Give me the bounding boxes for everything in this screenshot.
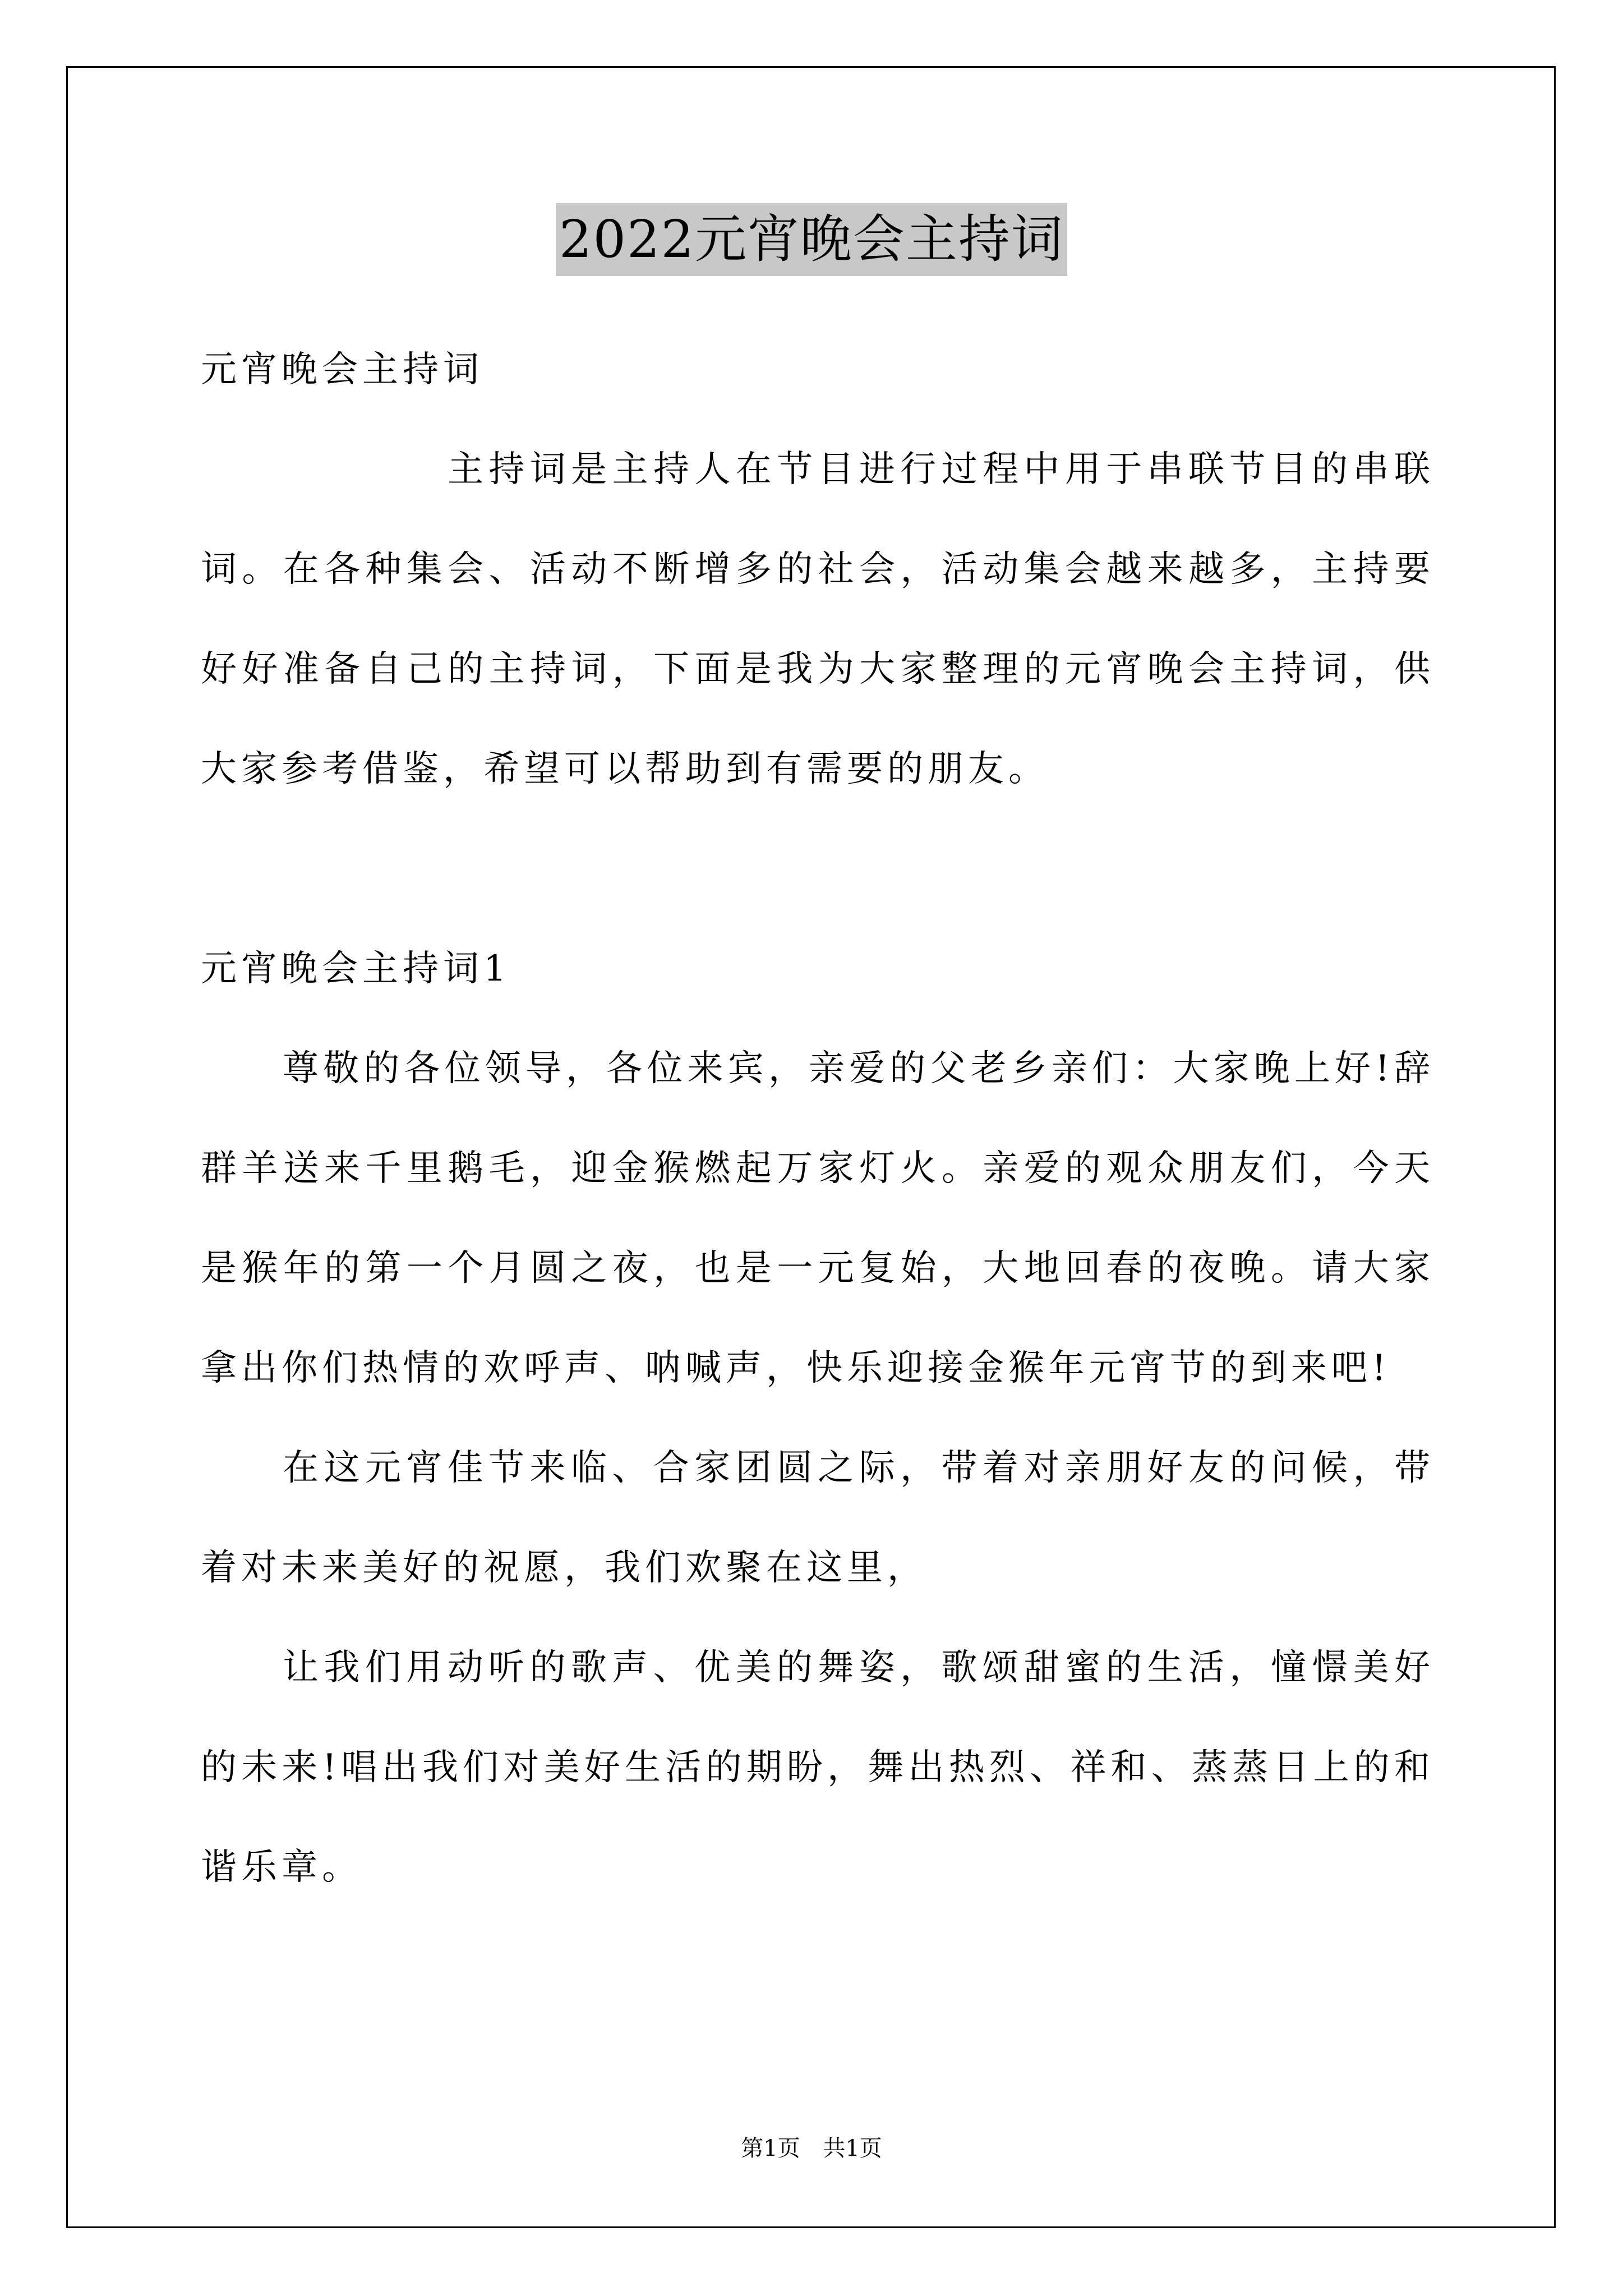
section-heading: 元宵晚会主持词 <box>201 349 483 390</box>
document-body <box>201 320 1435 1917</box>
document-title <box>0 203 1623 276</box>
page-number: 第1页 <box>741 2136 800 2161</box>
page-footer <box>0 2132 1623 2165</box>
body-paragraph-2: 在这元宵佳节来临、合家团圆之际，带着对亲朋好友的问候，带着对未来美好的祝愿，我们欢聚在这里， <box>201 1447 1435 1589</box>
intro-paragraph: 主持词是主持人在节目进行过程中用于串联节目的串联词。在各种集会、活动不断增多的社会，活动集会越来越多，主持要好好准备自己的主持词，下面是我为大家整理的元宵晚会主持词，供大家参考借鉴，希望可以帮助到有需要的朋友。 <box>201 449 1435 790</box>
document-title-text: 2022元宵晚会主持词 <box>556 203 1067 276</box>
body-paragraph-1: 尊敬的各位领导，各位来宾，亲爱的父老乡亲们：大家晚上好!辞群羊送来千里鹅毛，迎金猴燃起万家灯火。亲爱的观众朋友们，今天是猴年的第一个月圆之夜，也是一元复始，大地回春的夜晚。请大家拿出你们热情的欢呼声、呐喊声，快乐迎接金猴年元宵节的到来吧! <box>201 1048 1435 1389</box>
body-paragraph-3: 让我们用动听的歌声、优美的舞姿，歌颂甜蜜的生活，憧憬美好的未来!唱出我们对美好生活的期盼，舞出热烈、祥和、蒸蒸日上的和谐乐章。 <box>201 1647 1435 1888</box>
page-total: 共1页 <box>823 2136 882 2161</box>
subheading-1: 元宵晚会主持词1 <box>201 948 511 990</box>
blank-line <box>201 819 1435 919</box>
